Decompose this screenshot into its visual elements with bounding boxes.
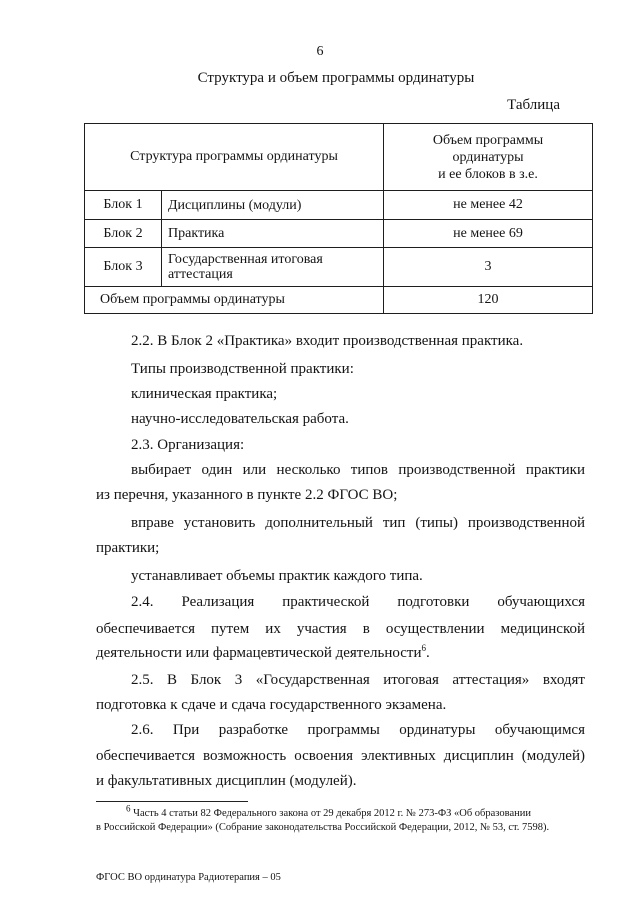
paragraph-2-3-item-2-line1: вправе установить дополнительный тип (типы) производственной (131, 515, 585, 531)
footnote-reference[interactable]: 6 (421, 643, 426, 653)
block-volume: 3 (384, 248, 593, 287)
paragraph-2-6-line3: и факультативных дисциплин (модулей). (96, 773, 357, 789)
paragraph-2-6-line2: обеспечивается возможность освоения элективных дисциплин (модулей) (96, 748, 585, 764)
table-total-row (85, 287, 593, 314)
total-value: 120 (384, 287, 593, 314)
practice-type-item: научно-исследовательская работа. (131, 411, 349, 427)
paragraph-2-3-item-1-line2: из перечня, указанного в пункте 2.2 ФГОС ВО; (96, 487, 398, 503)
paragraph-2-3-item-3: устанавливает объемы практик каждого типа. (131, 568, 423, 584)
page-number: 6 (316, 44, 324, 59)
table-row (85, 248, 593, 287)
paragraph-2-4-line1: 2.4. Реализация практической подготовки обучающихся (131, 594, 585, 610)
footnote-mark: 6 (126, 803, 131, 814)
paragraph-2-3: 2.3. Организация: (131, 437, 245, 453)
page-footer: ФГОС ВО ординатура Радиотерапия – 05 (96, 872, 281, 883)
paragraph-2-5-line1: 2.5. В Блок 3 «Государственная итоговая аттестация» входят (131, 672, 585, 688)
block-volume: не менее 69 (384, 220, 593, 248)
total-label: Объем программы ординатуры (85, 287, 384, 314)
block-id: Блок 2 (85, 220, 162, 248)
table-label: Таблица (507, 97, 560, 113)
paragraph-2-4-line2: обеспечивается путем их участия в осуществлении медицинской (96, 621, 585, 637)
program-structure-table (84, 123, 593, 314)
footnote-divider (96, 801, 248, 802)
header-structure: Структура программы ординатуры (85, 124, 384, 191)
block-id: Блок 1 (85, 191, 162, 220)
block-id: Блок 3 (85, 248, 162, 287)
practice-type-item: клиническая практика; (131, 386, 278, 402)
paragraph-2-4-line3: деятельности или фармацевтической деятельности$^6$. (96, 643, 430, 661)
table-row (85, 220, 593, 248)
block-name: Практика (162, 220, 384, 248)
footnote-line1: $^6$ Часть 4 статьи 82 Федерального закона от 29 декабря 2012 г. № 273-ФЗ «Об образовании (126, 803, 531, 819)
table-row (85, 191, 593, 220)
practice-types-heading: Типы производственной практики: (131, 361, 354, 377)
section-title: Структура и объем программы ординатуры (197, 70, 475, 86)
block-name: Государственная итоговая аттестация (162, 248, 384, 287)
table-header-row (85, 124, 593, 191)
paragraph-2-3-item-1-line1: выбирает один или несколько типов производственной практики (131, 462, 585, 478)
paragraph-2-3-item-2-line2: практики; (96, 540, 160, 556)
block-name: Дисциплины (модули) (162, 191, 384, 220)
footnote-line2: в Российской Федерации» (Собрание законодательства Российской Федерации, 2012, № 53, ст. 7598). (96, 822, 550, 833)
header-volume: Объем программы ординатуры и ее блоков в з.е. (384, 124, 593, 191)
block-volume: не менее 42 (384, 191, 593, 220)
paragraph-2-6-line1: 2.6. При разработке программы ординатуры обучающимся (131, 722, 585, 738)
paragraph-2-5-line2: подготовка к сдаче и сдача государственного экзамена. (96, 697, 447, 713)
paragraph-2-2: 2.2. В Блок 2 «Практика» входит производственная практика. (131, 333, 524, 349)
